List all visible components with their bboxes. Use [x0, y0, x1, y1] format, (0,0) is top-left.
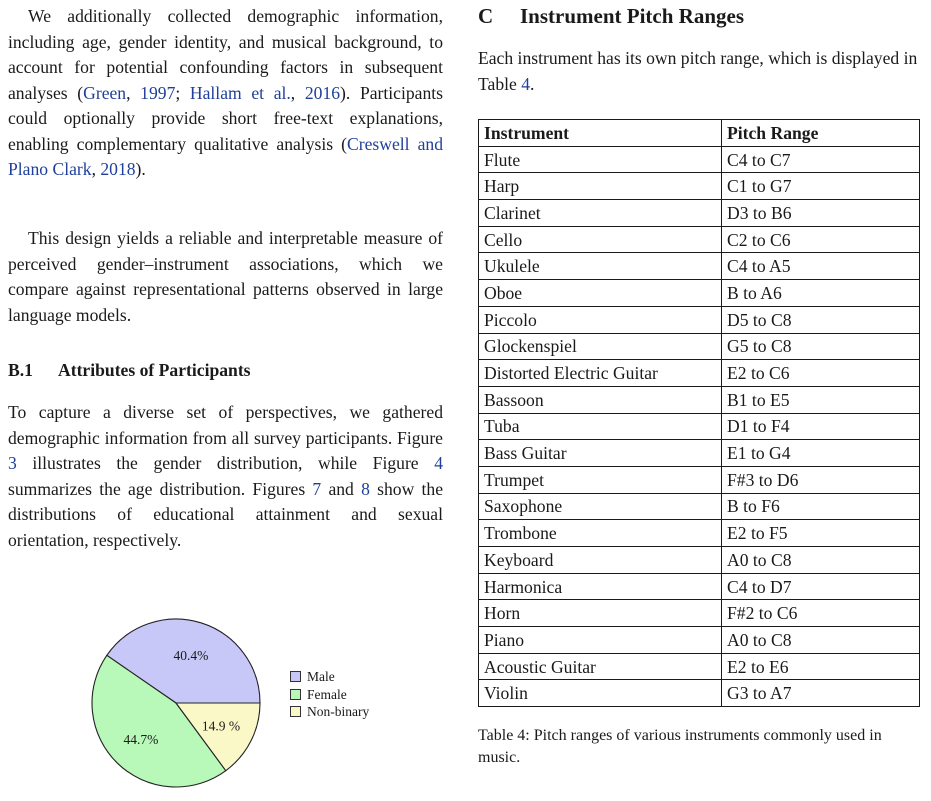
pie-data-label: 14.9 % [201, 718, 241, 734]
table-row [479, 173, 920, 200]
citation-link[interactable]: 1997 [140, 82, 176, 103]
text-run: To capture a diverse set of perspectives, we gathered demographic information from all survey participants. Figure [8, 402, 443, 448]
table-row [479, 680, 920, 707]
cell-pitch-range: C4 to C7 [722, 146, 920, 173]
table-row [479, 653, 920, 680]
pie-data-label: 44.7% [123, 732, 159, 748]
cell-instrument: Flute [479, 146, 722, 173]
citation-link[interactable]: 4 [434, 453, 443, 473]
legend-swatch [290, 689, 301, 700]
text-run: We additionally collected demographic information, including age, gender identity, and musical background, to account for potential confounding factors in subsequent analyses ( [8, 6, 443, 103]
cell-pitch-range: C4 to D7 [722, 573, 920, 600]
table-row [479, 547, 920, 574]
cell-instrument: Cello [479, 226, 722, 253]
text-run: summarizes the age distribution. Figures [8, 478, 313, 499]
pie-chart [83, 610, 283, 800]
cell-instrument: Harp [479, 173, 722, 200]
table-row [479, 627, 920, 654]
pie-legend [290, 668, 369, 721]
legend-swatch [290, 706, 301, 717]
citation-link[interactable]: Creswell and Plano Clark [8, 133, 444, 179]
cell-pitch-range: B to A6 [722, 280, 920, 307]
cell-pitch-range: B1 to E5 [722, 386, 920, 413]
table-row [479, 573, 920, 600]
legend-label: Male [307, 669, 335, 684]
paragraph-intro [478, 46, 918, 97]
cell-instrument: Distorted Electric Guitar [479, 360, 722, 387]
text-run: . [530, 73, 535, 94]
cell-pitch-range: D5 to C8 [722, 306, 920, 333]
paragraph-design: This design yields a reliable and interpretable measure of perceived gender–instrument associations, which we compare against representational patterns observed in large language models. [8, 228, 443, 325]
header-instrument: Instrument [479, 120, 722, 147]
cell-pitch-range: E2 to E6 [722, 653, 920, 680]
text-run: Each instrument has its own pitch range, which is displayed in Table [478, 48, 918, 94]
pie-data-label: 40.4% [173, 647, 209, 663]
text-run: ; [175, 82, 190, 103]
cell-instrument: Clarinet [479, 200, 722, 227]
legend-label: Non-binary [307, 704, 370, 719]
text-run: , [126, 82, 141, 103]
section-number: C [478, 4, 494, 28]
table-row [479, 226, 920, 253]
paragraph-attributes [8, 400, 443, 553]
table-row [479, 360, 920, 387]
citation-link[interactable]: 3 [8, 453, 17, 473]
cell-instrument: Tuba [479, 413, 722, 440]
cell-instrument: Bassoon [479, 386, 722, 413]
legend-entry [290, 686, 369, 704]
cell-pitch-range: C2 to C6 [722, 226, 920, 253]
table-row [479, 600, 920, 627]
legend-swatch [290, 671, 301, 682]
citation-link[interactable]: Green [83, 82, 127, 103]
cell-instrument: Glockenspiel [479, 333, 722, 360]
header-pitch-range: Pitch Range [722, 120, 920, 147]
cell-pitch-range: F#2 to C6 [722, 600, 920, 627]
cell-instrument: Ukulele [479, 253, 722, 280]
table-row [479, 520, 920, 547]
cell-pitch-range: D1 to F4 [722, 413, 920, 440]
gender-pie-figure [83, 610, 443, 800]
cell-instrument: Horn [479, 600, 722, 627]
section-number: B.1 [8, 360, 33, 380]
table-row [479, 200, 920, 227]
citation-link[interactable]: 4 [521, 73, 531, 94]
cell-instrument: Saxophone [479, 493, 722, 520]
legend-entry [290, 703, 369, 721]
cell-pitch-range: E1 to G4 [722, 440, 920, 467]
cell-instrument: Piccolo [479, 306, 722, 333]
cell-instrument: Oboe [479, 280, 722, 307]
text-run: ). Participants could optionally provide short free-text explanations, enabling complementary qualitative analysis ( [8, 82, 444, 154]
table-row [479, 413, 920, 440]
table-row [479, 493, 920, 520]
table-row [479, 146, 920, 173]
section-title: Instrument Pitch Ranges [520, 4, 744, 28]
cell-pitch-range: A0 to C8 [722, 627, 920, 654]
cell-pitch-range: A0 to C8 [722, 547, 920, 574]
section-heading-c [478, 4, 744, 29]
table-caption: Table 4: Pitch ranges of various instruments commonly used in music. [478, 727, 882, 766]
table-header-row [479, 120, 920, 147]
cell-pitch-range: C4 to A5 [722, 253, 920, 280]
table-row [479, 440, 920, 467]
cell-instrument: Bass Guitar [479, 440, 722, 467]
cell-pitch-range: D3 to B6 [722, 200, 920, 227]
citation-link[interactable]: Hallam et al. [189, 82, 291, 103]
cell-instrument: Trombone [479, 520, 722, 547]
cell-instrument: Acoustic Guitar [479, 653, 722, 680]
cell-instrument: Trumpet [479, 466, 722, 493]
cell-pitch-range: G5 to C8 [722, 333, 920, 360]
legend-entry [290, 668, 369, 686]
cell-instrument: Piano [479, 627, 722, 654]
table-row [479, 280, 920, 307]
section-heading-b1 [8, 358, 251, 384]
citation-link[interactable]: 8 [361, 478, 370, 499]
table-row [479, 253, 920, 280]
section-title: Attributes of Participants [58, 360, 251, 380]
cell-pitch-range: E2 to F5 [722, 520, 920, 547]
paragraph-demographics [8, 4, 443, 183]
cell-instrument: Violin [479, 680, 722, 707]
cell-pitch-range: B to F6 [722, 493, 920, 520]
pitch-range-table [478, 119, 920, 707]
citation-link[interactable]: 2018 [100, 159, 136, 179]
cell-pitch-range: C1 to G7 [722, 173, 920, 200]
cell-pitch-range: F#3 to D6 [722, 466, 920, 493]
table-row [479, 306, 920, 333]
cell-instrument: Keyboard [479, 547, 722, 574]
text-run: , [91, 159, 101, 179]
cell-pitch-range: E2 to C6 [722, 360, 920, 387]
table-row [479, 466, 920, 493]
table-row [479, 386, 920, 413]
text-run: , [290, 82, 305, 103]
text-run: and [321, 478, 362, 499]
text-run: show the distributions of educational attainment and sexual orientation, respectively. [8, 478, 443, 550]
cell-instrument: Harmonica [479, 573, 722, 600]
text-run: illustrates the gender distribution, while Figure [16, 453, 435, 473]
citation-link[interactable]: 7 [312, 478, 322, 499]
table-row [479, 333, 920, 360]
citation-link[interactable]: 2016 [304, 82, 341, 103]
cell-pitch-range: G3 to A7 [722, 680, 920, 707]
legend-label: Female [307, 686, 347, 702]
text-run: ). [135, 159, 146, 179]
